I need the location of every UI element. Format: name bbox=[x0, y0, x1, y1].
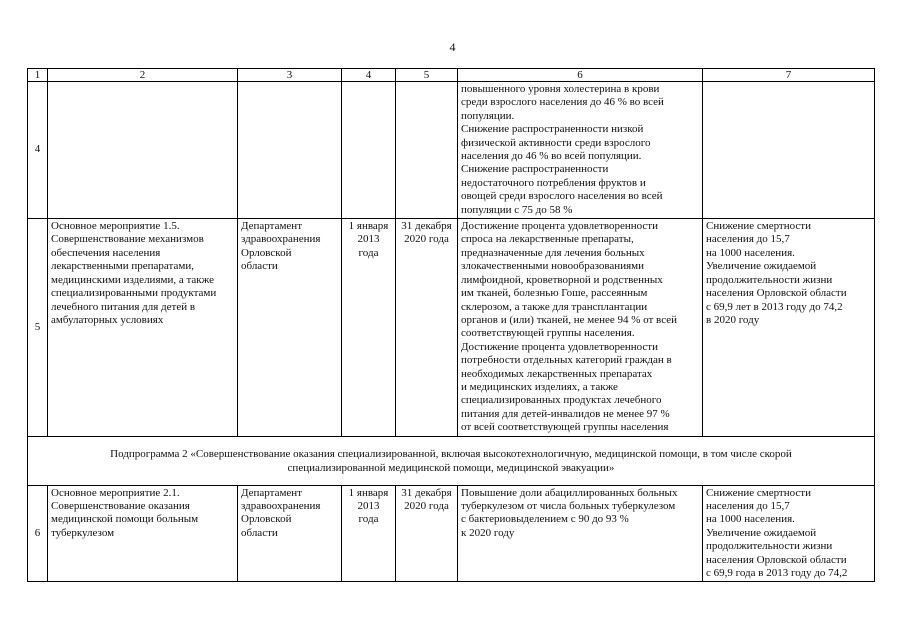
text-line: 1 января bbox=[348, 220, 389, 233]
text-line: 31 декабря bbox=[401, 486, 452, 499]
activity-cell bbox=[48, 82, 238, 219]
text-line: населения до 15,7 bbox=[706, 499, 790, 512]
text-line: населения Орловской области bbox=[706, 287, 847, 300]
header-cell-2: 2 bbox=[48, 69, 238, 82]
executor-cell bbox=[238, 219, 342, 437]
table-row-5 bbox=[28, 219, 875, 437]
header-cell-6: 6 bbox=[458, 69, 703, 82]
text-line: 2020 года bbox=[404, 233, 449, 246]
text-line: амбулаторных условиях bbox=[51, 313, 164, 326]
text-line: Снижение смертности bbox=[706, 220, 811, 233]
text-line: популяции. bbox=[461, 109, 515, 122]
text-line: Увеличение ожидаемой bbox=[706, 260, 817, 273]
text-line: от всей соответствующей группы населения bbox=[461, 421, 669, 434]
text-line: среди взрослого населения до 46 % во всей bbox=[461, 96, 664, 109]
text-line: специализированной медицинской помощи, медицинской эвакуации» bbox=[287, 461, 615, 474]
subprogram-title bbox=[28, 436, 875, 485]
text-line: 31 декабря bbox=[401, 220, 452, 233]
end-date-cell bbox=[396, 485, 458, 582]
text-line: Совершенствование механизмов bbox=[51, 233, 204, 246]
text-line: в 2020 году bbox=[706, 313, 760, 326]
text-line: Подпрограмма 2 «Совершенствование оказания специализированной, включая высокотехнологичную, медицинской помощи, в том числе скорой bbox=[110, 447, 792, 460]
text-line: года bbox=[358, 513, 379, 526]
executor-cell bbox=[238, 82, 342, 219]
text-line: населения до 15,7 bbox=[706, 233, 790, 246]
text-line: популяции с 75 до 58 % bbox=[461, 203, 573, 216]
text-line: Снижение распространенности bbox=[461, 163, 609, 176]
executor-cell bbox=[238, 485, 342, 582]
activity-cell bbox=[48, 485, 238, 582]
text-line: здравоохранения bbox=[241, 499, 321, 512]
text-line: потребности отдельных категорий граждан в bbox=[461, 354, 672, 367]
text-line: Достижение процента удовлетворенности bbox=[461, 340, 658, 353]
header-cell-7: 7 bbox=[703, 69, 875, 82]
text-line: области bbox=[241, 260, 278, 273]
text-line: недостаточного потребления фруктов и bbox=[461, 176, 646, 189]
text-line: с 69,9 года в 2013 году до 74,2 bbox=[706, 567, 848, 579]
text-line: 1 января bbox=[348, 486, 389, 499]
text-line: питания для детей-инвалидов не менее 97 % bbox=[461, 407, 670, 420]
text-line: продолжительности жизни bbox=[706, 273, 833, 286]
text-line: области bbox=[241, 526, 278, 539]
text-line: обеспечения населения bbox=[51, 246, 161, 259]
text-line: здравоохранения bbox=[241, 233, 321, 246]
text-line: Совершенствование оказания bbox=[51, 499, 190, 512]
text-line: злокачественными новообразованиями bbox=[461, 260, 644, 273]
row-number: 6 bbox=[28, 485, 48, 582]
text-line: Орловской bbox=[241, 513, 292, 526]
text-line: на 1000 населения. bbox=[706, 246, 795, 259]
text-line: Департамент bbox=[241, 486, 303, 499]
text-line: повышенного уровня холестерина в крови bbox=[461, 83, 660, 95]
end-date-cell bbox=[396, 82, 458, 219]
text-line: продолжительности жизни bbox=[706, 540, 833, 553]
program-table bbox=[27, 68, 875, 582]
page-number: 4 bbox=[449, 40, 456, 54]
text-line: спроса на лекарственные препараты, bbox=[461, 233, 634, 246]
text-line: на 1000 населения. bbox=[706, 513, 795, 526]
text-line: лечебного питания для детей в bbox=[51, 300, 196, 313]
text-line: и медицинских изделиях, а также bbox=[461, 380, 618, 393]
text-line: Снижение распространенности низкой bbox=[461, 123, 644, 136]
indicator-cell bbox=[703, 219, 875, 437]
text-line: населения до 46 % во всей популяции. bbox=[461, 150, 642, 163]
text-line: Увеличение ожидаемой bbox=[706, 526, 817, 539]
text-line: лимфоидной, кроветворной и родственных bbox=[461, 273, 663, 286]
text-line: лекарственными препаратами, bbox=[51, 260, 194, 273]
text-line: медицинской помощи больным bbox=[51, 513, 199, 526]
text-line: необходимых лекарственных препаратах bbox=[461, 367, 653, 380]
start-date-cell bbox=[342, 485, 396, 582]
text-line: 2020 года bbox=[404, 499, 449, 512]
header-cell-4: 4 bbox=[342, 69, 396, 82]
header-cell-5: 5 bbox=[396, 69, 458, 82]
table-row-4 bbox=[28, 82, 875, 219]
expected-result-cell bbox=[458, 82, 703, 219]
table-row-6 bbox=[28, 485, 875, 582]
text-line: специализированными продуктами bbox=[51, 287, 217, 300]
subprogram-row bbox=[28, 436, 875, 485]
text-line: овощей среди взрослого населения во всей bbox=[461, 190, 663, 203]
text-line: к 2020 году bbox=[461, 526, 515, 539]
expected-result-cell bbox=[458, 485, 703, 582]
header-cell-3: 3 bbox=[238, 69, 342, 82]
header-row bbox=[28, 69, 875, 82]
text-line: органов и (или) тканей, не менее 94 % от всей bbox=[461, 313, 677, 326]
text-line: медицинскими изделиями, а также bbox=[51, 273, 214, 286]
text-line: Достижение процента удовлетворенности bbox=[461, 220, 658, 233]
text-line: склерозом, а также для трансплантации bbox=[461, 300, 648, 313]
text-line: предназначенные для лечения больных bbox=[461, 246, 645, 259]
text-line: Орловской bbox=[241, 246, 292, 259]
activity-cell bbox=[48, 219, 238, 437]
text-line: Снижение смертности bbox=[706, 486, 811, 499]
text-line: Основное мероприятие 1.5. bbox=[51, 220, 180, 233]
header-cell-1: 1 bbox=[28, 69, 48, 82]
indicator-cell bbox=[703, 82, 875, 219]
start-date-cell bbox=[342, 219, 396, 437]
row-number: 4 bbox=[28, 82, 48, 219]
indicator-cell bbox=[703, 485, 875, 582]
text-line: с 69,9 лет в 2013 году до 74,2 bbox=[706, 300, 843, 313]
text-line: туберкулезом bbox=[51, 526, 115, 539]
text-line: соответствующей группы населения. bbox=[461, 327, 635, 340]
start-date-cell bbox=[342, 82, 396, 219]
row-number: 5 bbox=[28, 219, 48, 437]
text-line: им тканей, болезнью Гоше, рассеянным bbox=[461, 287, 648, 300]
text-line: 2013 bbox=[357, 499, 380, 512]
text-line: Основное мероприятие 2.1. bbox=[51, 486, 180, 499]
text-line: туберкулезом от числа больных туберкулезом bbox=[461, 499, 676, 512]
text-line: года bbox=[358, 246, 379, 259]
text-line: физической активности среди взрослого bbox=[461, 136, 651, 149]
text-line: 2013 bbox=[357, 233, 380, 246]
text-line: специализированных продуктах лечебного bbox=[461, 394, 662, 407]
text-line: с бактериовыделением с 90 до 93 % bbox=[461, 513, 629, 526]
text-line: населения Орловской области bbox=[706, 553, 847, 566]
text-line: Повышение доли абациллированных больных bbox=[461, 486, 678, 499]
expected-result-cell bbox=[458, 219, 703, 437]
text-line: Департамент bbox=[241, 220, 303, 233]
end-date-cell bbox=[396, 219, 458, 437]
